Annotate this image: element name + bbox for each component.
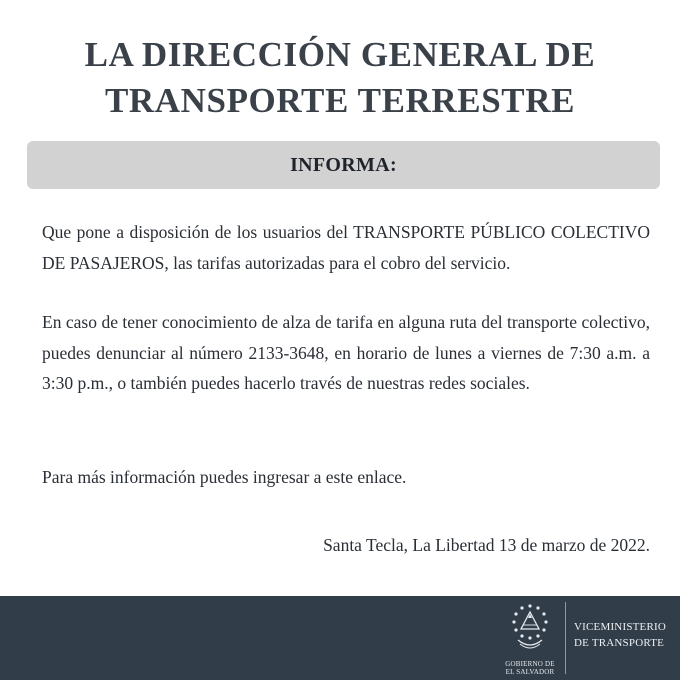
viceministry-label (574, 619, 666, 651)
vice-line-2: DE TRANSPORTE (574, 637, 665, 649)
gov-line-1: GOBIERNO DE (505, 660, 555, 668)
coat-of-arms-icon (500, 600, 560, 658)
informa-label: INFORMA: (290, 153, 397, 176)
paragraph-more-info: Para más información puedes ingresar a este enlace. (42, 467, 407, 487)
government-label (500, 660, 560, 676)
title-line-1: LA DIRECCIÓN GENERAL DE (84, 35, 596, 74)
vice-line-1: VICEMINISTERIO (574, 621, 667, 633)
page-title (0, 32, 680, 124)
dateline: Santa Tecla, La Libertad 13 de marzo de 2022. (323, 535, 650, 555)
title-line-2: TRANSPORTE TERRESTRE (104, 81, 576, 120)
gov-line-2: EL SALVADOR (505, 668, 555, 676)
footer-bar (0, 596, 680, 680)
government-logo (500, 600, 560, 680)
footer-divider (565, 602, 566, 674)
paragraph-report: En caso de tener conocimiento de alza de tarifa en alguna ruta del transporte colectivo, puedes denunciar al número 2133-3648, en horario de lunes a viernes de 7:30 a.m. a 3:30 p.m., o también puedes hacerlo través de nuestras redes sociales. (42, 312, 650, 393)
informa-banner (27, 141, 660, 189)
paragraph-tariffs: Que pone a disposición de los usuarios del TRANSPORTE PÚBLICO COLECTIVO DE PASAJEROS, las tarifas autorizadas para el cobro del servicio. (42, 222, 650, 273)
